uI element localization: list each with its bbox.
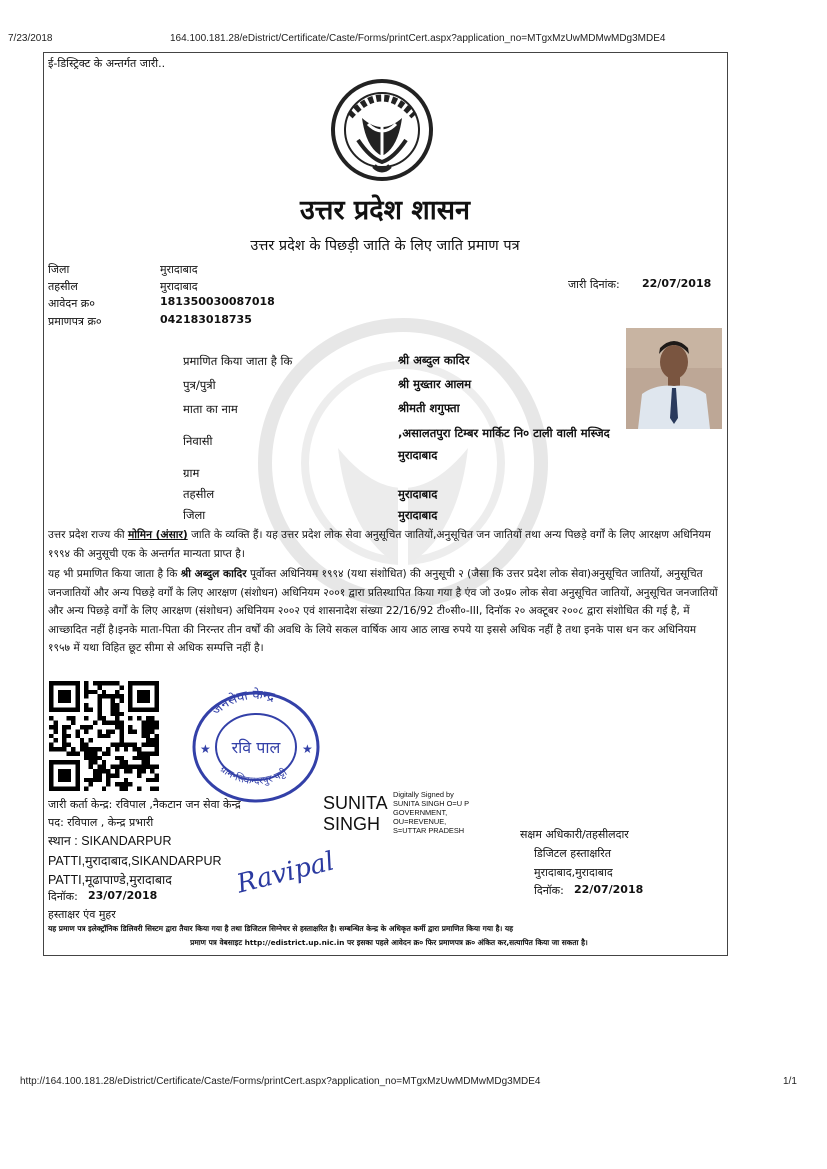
- stamp-top-text: जनसेवा केन्द्र: [209, 687, 276, 719]
- footer-page: 1/1: [783, 1076, 797, 1087]
- district-value: मुरादाबाद: [160, 263, 198, 276]
- digital-sign-name-2: SINGH: [323, 814, 381, 834]
- caste-name: मोमिन (अंसार): [127, 529, 188, 541]
- person-photo-icon: [626, 328, 722, 429]
- issuer-place-2: PATTI,मुरादाबाद,SIKANDARPUR: [48, 854, 222, 868]
- digital-sign-detail: OU=REVENUE,: [393, 817, 447, 826]
- father-name: श्री मुख्तार आलम: [398, 377, 472, 391]
- certificate-subtitle: उत्तर प्रदेश के पिछड़ी जाति के लिए जाति प्रमाण पत्र: [250, 238, 520, 254]
- application-no-value: 181350030087018: [160, 295, 275, 308]
- exclusion-paragraph: [48, 565, 720, 658]
- stamp-center-text: रवि पाल: [231, 738, 281, 757]
- up-emblem-icon: [330, 78, 434, 182]
- certify-label: प्रमाणित किया जाता है कि: [183, 354, 293, 368]
- issuer-sign-label: हस्ताक्षर एंव मुहर: [48, 908, 116, 921]
- footnote-line-1: यह प्रमाण पत्र इलेक्ट्रॉनिक डिलिवरी सिस्टम द्वारा तैयार किया गया है तथा डिजिटल सिग्नेचर से हस्ताक्षरित है। सम्बन्धित केन्द्र के अधिकृत कर्मी द्वारा प्रमाणित किया गया है। यह: [48, 924, 514, 933]
- issuer-place-1: स्थान : SIKANDARPUR: [48, 834, 172, 848]
- authority-date-label: दिनॉक:: [534, 884, 564, 897]
- print-date: 7/23/2018: [8, 33, 53, 44]
- applicant-photo: [626, 328, 722, 429]
- para1-pre: उत्तर प्रदेश राज्य की: [48, 529, 128, 541]
- para2-post: पूर्वोक्त अधिनियम १९९४ (यथा संशोधित) की अनुसूची २ (जैसा कि उत्तर प्रदेश लोक सेवा)अनुसूचित जातियों, अनुसूचित जनजातियों और अन्य पिछड़े वर्गों के लिए आरक्षण (संशोधन) अधिनियम २००१ द्वारा प्रतिस्थापित किया गया है एंव जो उ०प्र० लोक सेवा अनुसूचित जातियों, अनुसूचित जनजातियों और अन्य पिछड़े वर्गों के लिए आरक्षण (संशोधन) अधिनियम २००२ एवं शासनादेश संख्या 22/16/92 टी०सी०-III, दिनॉक २० अक्टूबर २००८ द्वारा संशोधित की गई है, में आच्छादित नहीं है।इनके माता-पिता की निरन्तर तीन वर्षों की अवधि के लिये सकल वार्षिक आय आठ लाख रुपये या इससे अधिक नहीं है तथा इनके पास धन कर अधिनियम १९५७ में यथा विहित छूट सीमा से अधिक सम्पत्ति नहीं है।: [48, 568, 718, 655]
- district-detail-label: जिला: [183, 508, 206, 522]
- digital-sign-detail: Digitally Signed by: [393, 790, 454, 799]
- certificate-title: उत्तर प्रदेश शासन: [300, 195, 470, 226]
- jan-seva-kendra-stamp: [186, 685, 326, 803]
- district-detail-value: मुरादाबाद: [398, 508, 438, 522]
- footnote-line-2: प्रमाण पत्र वेबसाइट http://edistrict.up.nic.in पर इसका पहले आवेदन क्र० फिर प्रमाणपत्र क्र० अंकित कर,सत्यापित किया जा सकता है।: [190, 938, 588, 947]
- issuer-place-3: PATTI,मूढापाण्डे,मुरादाबाद: [48, 873, 172, 887]
- svg-text:ग्राम-सिकन्दरपुर पट्टी: [218, 764, 290, 787]
- print-url: 164.100.181.28/eDistrict/Certificate/Caste/Forms/printCert.aspx?application_no=MTgxMzUwMDMwMDg3MDE4: [170, 33, 666, 44]
- digital-sign-detail: SUNITA SINGH O=U P: [393, 799, 470, 808]
- footnote: [48, 922, 730, 950]
- para2-pre: यह भी प्रमाणित किया जाता है कि: [48, 568, 181, 580]
- handwritten-signature: Ravipal: [233, 846, 338, 900]
- digital-sign-detail: S=UTTAR PRADESH: [393, 826, 465, 835]
- issue-date-value: 22/07/2018: [642, 277, 712, 290]
- certificate-no-label: प्रमाणपत्र क्र०: [48, 315, 102, 328]
- district-label: जिला: [48, 263, 70, 276]
- authority-digital: डिजिटल हस्ताक्षरित: [534, 847, 611, 860]
- stamp-star-right-icon: ★: [302, 742, 313, 756]
- issuer-center: जारी कर्ता केन्द्र: रविपाल ,नैकटान जन सेवा केन्द्र: [48, 798, 241, 811]
- authority-date-value: 22/07/2018: [574, 883, 644, 896]
- authority-place: मुरादाबाद,मुरादाबाद: [534, 866, 613, 879]
- digital-sign-name: [323, 793, 388, 835]
- application-no-label: आवेदन क्र०: [48, 297, 95, 310]
- tehsil-label: तहसील: [48, 280, 78, 293]
- mother-name: श्रीमती शगुफ्ता: [398, 401, 460, 415]
- mother-label: माता का नाम: [183, 402, 238, 416]
- qr-code-icon: [49, 681, 159, 791]
- issuer-post: पद: रविपाल , केन्द्र प्रभारी: [48, 816, 154, 829]
- digital-sign-details: [393, 790, 469, 835]
- certificate-no-value: 042183018735: [160, 313, 252, 326]
- issuer-date-label: दिनॉक:: [48, 890, 78, 903]
- tehsil-detail-label: तहसील: [183, 487, 215, 501]
- caste-paragraph: [48, 526, 720, 563]
- footer-url: http://164.100.181.28/eDistrict/Certificate/Caste/Forms/printCert.aspx?application_no=MTgxMzUwMDMwMDg3MDE4: [20, 1076, 541, 1087]
- resident-label: निवासी: [183, 434, 213, 448]
- digital-sign-name-1: SUNITA: [323, 793, 388, 813]
- issue-date-label: जारी दिनांक:: [568, 278, 620, 291]
- village-label: ग्राम: [183, 466, 200, 480]
- tehsil-detail-value: मुरादाबाद: [398, 487, 438, 501]
- son-daughter-label: पुत्र/पुत्री: [183, 378, 216, 392]
- issuer-date-value: 23/07/2018: [88, 889, 158, 902]
- para1-post: जाति के व्यक्ति हैं। यह उत्तर प्रदेश लोक सेवा अनुसूचित जातियों,अनुसूचित जन जातियों तथा अन्य पिछड़े वर्गों के लिए आरक्षण अधिनियम १९९४ की अनुसूची एक के अन्तर्गत मान्यता प्राप्त है।: [48, 529, 711, 560]
- stamp-star-left-icon: ★: [200, 742, 211, 756]
- authority-designation: सक्षम अधिकारी/तहसीलदार: [520, 828, 629, 841]
- stamp-bottom-text: ग्राम-सिकन्दरपुर पट्टी: [217, 763, 290, 788]
- applicant-name: श्री अब्दुल कादिर: [398, 353, 470, 367]
- resident-address: ,असालतपुरा टिम्बर मार्किट नि० टाली वाली मस्जिद मुरादाबाद: [398, 426, 610, 462]
- digital-sign-detail: GOVERNMENT,: [393, 808, 448, 817]
- para2-name: श्री अब्दुल कादिर: [180, 568, 247, 580]
- top-note: ई-डिस्ट्रिक्ट के अन्तर्गत जारी..: [48, 57, 166, 70]
- tehsil-value: मुरादाबाद: [160, 280, 198, 293]
